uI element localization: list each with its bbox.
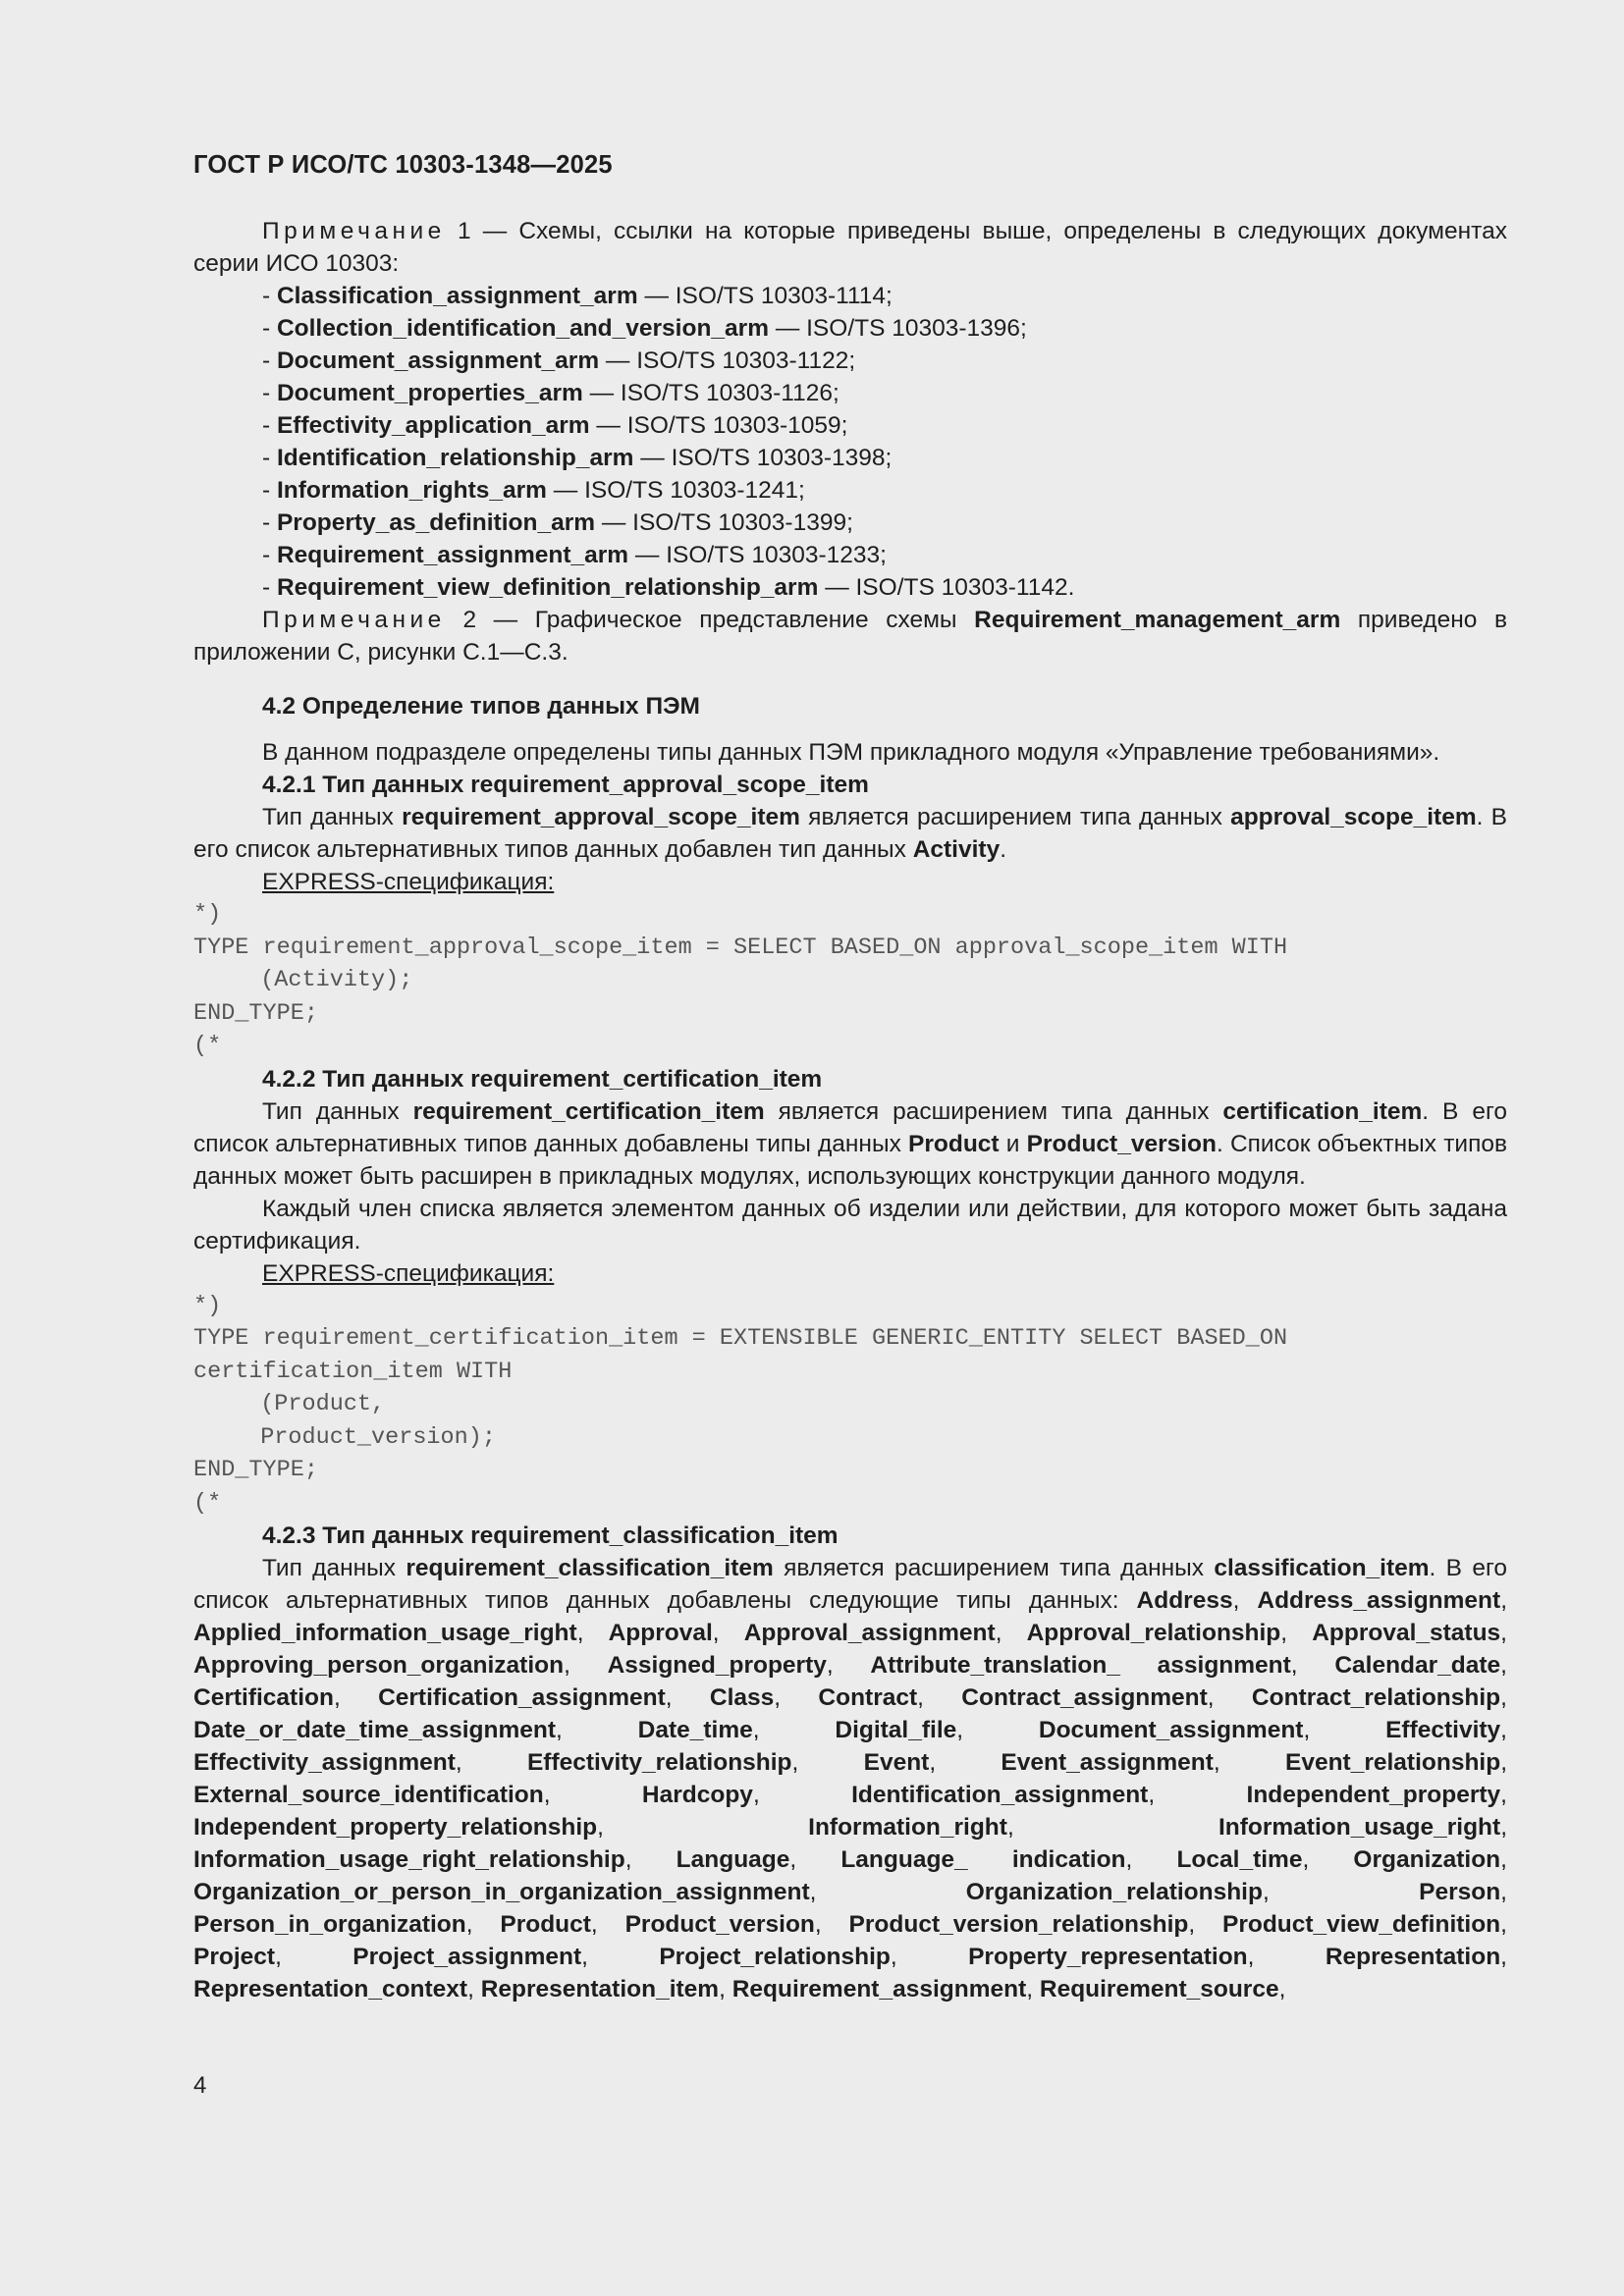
- schema-name: Collection_identification_and_version_arm: [276, 315, 769, 342]
- paragraph: Каждый член списка является элементом данных об изделии или действии, для которого может быть задана сертификация.: [193, 1195, 1507, 1255]
- schema-list-item: - Identification_relationship_arm — ISO/TS 10303-1398;: [262, 445, 893, 471]
- data-type-name: Address_assignment: [1257, 1587, 1501, 1614]
- schema-list-item: - Collection_identification_and_version_arm — ISO/TS 10303-1396;: [262, 315, 1027, 342]
- note-label: Примечание: [262, 607, 446, 633]
- schema-list-item: - Classification_assignment_arm — ISO/TS 10303-1114;: [262, 283, 893, 309]
- data-type-name: Product_view_definition: [1222, 1911, 1501, 1938]
- schema-ref: — ISO/TS 10303-1241;: [553, 477, 805, 504]
- express-spec-label: EXPRESS-спецификация:: [262, 1259, 555, 1287]
- data-type-name: Language_ indication: [840, 1846, 1126, 1873]
- section-heading-4-2: 4.2 Определение типов данных ПЭМ: [262, 693, 700, 720]
- section-heading-4-2-1: 4.2.1 Тип данных requirement_approval_scope_item: [262, 772, 869, 798]
- schema-name: Requirement_management_arm: [974, 607, 1341, 633]
- data-type-name: Date_or_date_time_assignment: [193, 1717, 557, 1743]
- classification-types-paragraph: Тип данных requirement_classification_item является расширением типа данных classification_item. В его список альтернативных типов данных добавлены следующие типы данных: Address, Address_assignment, Applied_information_usage_right, Approval, Approval_assignment, Approval_relationship, Approval_status, Approving_person_organization, Assigned_property, Attribute_translation_ assignment, Calendar_date, Certification, Certification_assignment, Class, Contract, Contract_assignment, Contract_relationship, Date_or_date_time_assignment, Date_time, Digital_file, Document_assignment, Effectivity, Effectivity_assignment, Effectivity_relationship, Event, Event_assignment, Event_relationship, External_source_identification, Hardcopy, Identification_assignment, Independent_property, Independent_property_relationship, Information_right, Information_usage_right, Information_usage_right_relationship, Language, Language_ indication, Local_time, Organization, Organization_or_person_in_organization_assignment, Organization_relationship, Person, Person_in_organization, Product, Product_version, Product_version_relationship, Product_view_definition, Project, Project_assignment, Project_relationship, Property_representation, Representation, Representation_context, Representation_item, Requirement_assignment, Requirement_source,: [193, 1555, 1507, 2002]
- paragraph: Тип данных requirement_approval_scope_item является расширением типа данных approval_scope_item. В его список альтернативных типов данных добавлен тип данных Activity.: [193, 804, 1507, 863]
- schema-list-item: - Document_properties_arm — ISO/TS 10303-1126;: [262, 380, 839, 406]
- schema-ref: — ISO/TS 10303-1233;: [634, 542, 887, 568]
- note-2: Примечание 2 — Графическое представление схемы Requirement_management_arm приведено в приложении С, рисунки С.1—С.3.: [193, 607, 1507, 666]
- data-type-name: Language: [676, 1846, 790, 1873]
- data-type-name: Information_right: [808, 1814, 1007, 1841]
- schema-name: Document_assignment_arm: [276, 347, 600, 374]
- schema-ref: — ISO/TS 10303-1126;: [589, 380, 839, 406]
- schema-ref: — ISO/TS 10303-1398;: [640, 445, 893, 471]
- schema-list-item: - Document_assignment_arm — ISO/TS 10303-1122;: [262, 347, 856, 374]
- page-number: 4: [193, 2072, 207, 2099]
- data-type-name: Effectivity: [1385, 1717, 1501, 1743]
- data-type-name: Project_relationship: [659, 1944, 891, 1970]
- schema-list-item: - Property_as_definition_arm — ISO/TS 10303-1399;: [262, 509, 853, 536]
- section-heading-4-2-2: 4.2.2 Тип данных requirement_certification_item: [262, 1065, 823, 1093]
- data-type-name: Certification_assignment: [378, 1684, 666, 1711]
- schema-list-item: - Requirement_view_definition_relationship_arm — ISO/TS 10303-1142.: [262, 574, 1075, 601]
- schema-list-item: - Requirement_assignment_arm — ISO/TS 10303-1233;: [262, 542, 887, 568]
- schema-name: Identification_relationship_arm: [276, 445, 634, 471]
- data-type-name: Approval_status: [1312, 1620, 1501, 1646]
- data-type-name: Event_assignment: [1001, 1749, 1214, 1776]
- data-type-name: Effectivity_relationship: [526, 1749, 792, 1776]
- data-type-name: Calendar_date: [1334, 1652, 1501, 1679]
- data-type-name: Organization_or_person_in_organization_assignment: [193, 1879, 810, 1905]
- data-type-name: Information_usage_right: [1218, 1814, 1501, 1841]
- data-type-name: Applied_information_usage_right: [193, 1620, 577, 1646]
- data-type-name: Organization: [1353, 1846, 1501, 1873]
- data-type-name: Attribute_translation_ assignment: [870, 1652, 1291, 1679]
- schema-name: Information_rights_arm: [276, 477, 547, 504]
- paragraph: Тип данных requirement_certification_item является расширением типа данных certification_item. В его список альтернативных типов данных добавлены типы данных Product и Product_version. Список объектных типов данных может быть расширен в прикладных модулях, использующих конструкции данного модуля.: [193, 1097, 1508, 1190]
- data-type-name: Representation_item: [480, 1976, 720, 2002]
- data-type-name: Product: [500, 1911, 591, 1938]
- data-type-name: Local_time: [1176, 1846, 1303, 1873]
- schema-ref: — ISO/TS 10303-1122;: [605, 347, 856, 374]
- section-intro: В данном подразделе определены типы данных ПЭМ прикладного модуля «Управление требованиями».: [262, 739, 1440, 766]
- schema-name: Requirement_assignment_arm: [276, 542, 629, 568]
- data-type-name: Address: [1136, 1587, 1233, 1614]
- data-type-name: Approval_assignment: [743, 1620, 996, 1646]
- schema-list-item: - Effectivity_application_arm — ISO/TS 10303-1059;: [262, 412, 848, 439]
- schema-list-item: - Information_rights_arm — ISO/TS 10303-1241;: [262, 477, 805, 504]
- data-type-name: Product_version: [624, 1911, 815, 1938]
- data-type-name: Requirement_assignment: [731, 1976, 1027, 2002]
- data-type-name: External_source_identification: [193, 1782, 544, 1808]
- schema-ref: — ISO/TS 10303-1396;: [775, 315, 1027, 342]
- data-type-name: Event_relationship: [1284, 1749, 1501, 1776]
- data-type-name: Effectivity_assignment: [193, 1749, 456, 1776]
- data-type-name: Project: [193, 1944, 276, 1970]
- data-type-name: Digital_file: [835, 1717, 957, 1743]
- data-type-name: Certification: [193, 1684, 334, 1711]
- data-type-name: Approval_relationship: [1026, 1620, 1281, 1646]
- section-heading-4-2-3: 4.2.3 Тип данных requirement_classification_item: [262, 1522, 839, 1549]
- data-type-name: Organization_relationship: [965, 1879, 1263, 1905]
- schema-name: Document_properties_arm: [276, 380, 583, 406]
- note-label: Примечание: [262, 218, 446, 244]
- data-type-name: Event: [863, 1749, 930, 1776]
- data-type-name: Information_usage_right_relationship: [193, 1846, 625, 1873]
- data-type-name: Contract_relationship: [1251, 1684, 1501, 1711]
- data-type-name: Identification_assignment: [851, 1782, 1149, 1808]
- data-type-name: Representation: [1325, 1944, 1501, 1970]
- data-type-name: Contract: [818, 1684, 918, 1711]
- schema-ref: — ISO/TS 10303-1142.: [825, 574, 1075, 601]
- document-page: [193, 137, 1507, 2005]
- data-type-name: Approval: [608, 1620, 713, 1646]
- data-type-name: Independent_property_relationship: [193, 1814, 598, 1841]
- code-block-4-2-1: *) TYPE requirement_approval_scope_item = SELECT BASED_ON approval_scope_item WITH (Activity); END_TYPE; (*: [193, 901, 1288, 1059]
- data-type-name: Person_in_organization: [193, 1911, 466, 1938]
- note-1: [193, 215, 1507, 280]
- data-type-name: Document_assignment: [1038, 1717, 1304, 1743]
- data-type-name: Class: [709, 1684, 775, 1711]
- data-type-name: Property_representation: [968, 1944, 1248, 1970]
- document-header: ГОСТ Р ИСО/ТС 10303-1348—2025: [193, 151, 613, 179]
- express-spec-label: EXPRESS-спецификация:: [262, 869, 555, 895]
- data-type-name: Representation_context: [193, 1976, 468, 2002]
- schema-ref: — ISO/TS 10303-1059;: [596, 412, 848, 439]
- code-block-4-2-2: *) TYPE requirement_certification_item = EXTENSIBLE GENERIC_ENTITY SELECT BASED_ON certification_item WITH (Product, Product_version); END_TYPE; (*: [193, 1292, 1288, 1517]
- schema-name: Classification_assignment_arm: [276, 283, 638, 309]
- data-type-name: Hardcopy: [641, 1782, 753, 1808]
- data-type-name: Project_assignment: [352, 1944, 582, 1970]
- data-type-name: Requirement_source: [1039, 1976, 1279, 2002]
- schema-name: Property_as_definition_arm: [276, 509, 596, 536]
- classification-types-list: Address, Address_assignment, Applied_information_usage_right, Approval, Approval_assignment, Approval_relationship, Approval_status, Approving_person_organization, Assigned_property, Attribute_translation_ assignment, Calendar_date, Certification, Certification_assignment, Class, Contract, Contract_assignment, Contract_relationship, Date_or_date_time_assignment, Date_time, Digital_file, Document_assignment, Effectivity, Effectivity_assignment, Effectivity_relationship, Event, Event_assignment, Event_relationship, External_source_identification, Hardcopy, Identification_assignment, Independent_property, Independent_property_relationship, Information_right, Information_usage_right, Information_usage_right_relationship, Language, Language_ indication, Local_time, Organization, Organization_or_person_in_organization_assignment, Organization_relationship, Person, Person_in_organization, Product, Product_version, Product_version_relationship, Product_view_definition, Project, Project_assignment, Project_relationship, Property_representation, Representation, Representation_context, Representation_item, Requirement_assignment, Requirement_source,: [193, 1587, 1507, 2002]
- data-type-name: Assigned_property: [607, 1652, 827, 1679]
- data-type-name: Person: [1419, 1879, 1501, 1905]
- data-type-name: Approving_person_organization: [193, 1652, 565, 1679]
- schema-ref: — ISO/TS 10303-1114;: [644, 283, 893, 309]
- note-text: 1 — Схемы, ссылки на которые приведены выше, определены в следующих документах серии ИСО 10303:: [193, 218, 1507, 277]
- data-type-name: Product_version_relationship: [848, 1911, 1189, 1938]
- schema-name: Effectivity_application_arm: [276, 412, 590, 439]
- schema-list: [193, 280, 1507, 604]
- data-type-name: Independent_property: [1246, 1782, 1501, 1808]
- schema-name: Requirement_view_definition_relationship_arm: [276, 574, 819, 601]
- data-type-name: Date_time: [637, 1717, 753, 1743]
- schema-ref: — ISO/TS 10303-1399;: [601, 509, 853, 536]
- data-type-name: Contract_assignment: [961, 1684, 1208, 1711]
